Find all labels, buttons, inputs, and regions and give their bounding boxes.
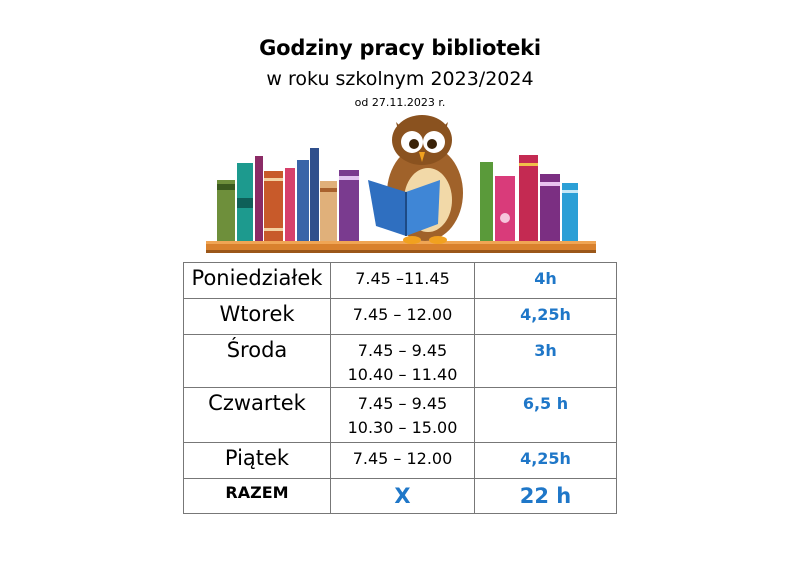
library-hours-table [183, 262, 617, 514]
day-cell: Środa [184, 335, 331, 388]
hours-cell: 4h [475, 263, 617, 299]
table-row [184, 443, 617, 479]
effective-date: od 27.11.2023 r. [354, 96, 446, 109]
hours-cell: 4,25h [475, 443, 617, 479]
time-range: 10.40 – 11.40 [347, 365, 458, 384]
time-cell [331, 299, 475, 335]
time-range: 7.45 – 9.45 [357, 394, 448, 413]
day-cell: Poniedziałek [184, 263, 331, 299]
page-subtitle: w roku szkolnym 2023/2024 [266, 68, 534, 90]
owl-reading-on-bookshelf-icon [200, 108, 600, 268]
hours-cell: 3h [475, 335, 617, 388]
time-range: 7.45 –11.45 [355, 269, 450, 288]
hours-cell: 6,5 h [475, 388, 617, 443]
time-cell [331, 443, 475, 479]
day-cell: Piątek [184, 443, 331, 479]
time-cell [331, 388, 475, 443]
hours-cell: 4,25h [475, 299, 617, 335]
page-title: Godziny pracy biblioteki [259, 36, 541, 60]
total-row [184, 479, 617, 514]
time-range: 7.45 – 12.00 [352, 305, 453, 324]
time-range: 10.30 – 15.00 [347, 418, 458, 437]
table-row [184, 335, 617, 388]
time-cell [331, 335, 475, 388]
total-mark: X [331, 479, 475, 514]
time-range: 7.45 – 9.45 [357, 341, 448, 360]
time-cell [331, 263, 475, 299]
table-row [184, 263, 617, 299]
day-cell: Czwartek [184, 388, 331, 443]
table-row [184, 299, 617, 335]
table-row [184, 388, 617, 443]
total-label: RAZEM [184, 479, 331, 514]
day-cell: Wtorek [184, 299, 331, 335]
time-range: 7.45 – 12.00 [352, 449, 453, 468]
total-hours: 22 h [475, 479, 617, 514]
